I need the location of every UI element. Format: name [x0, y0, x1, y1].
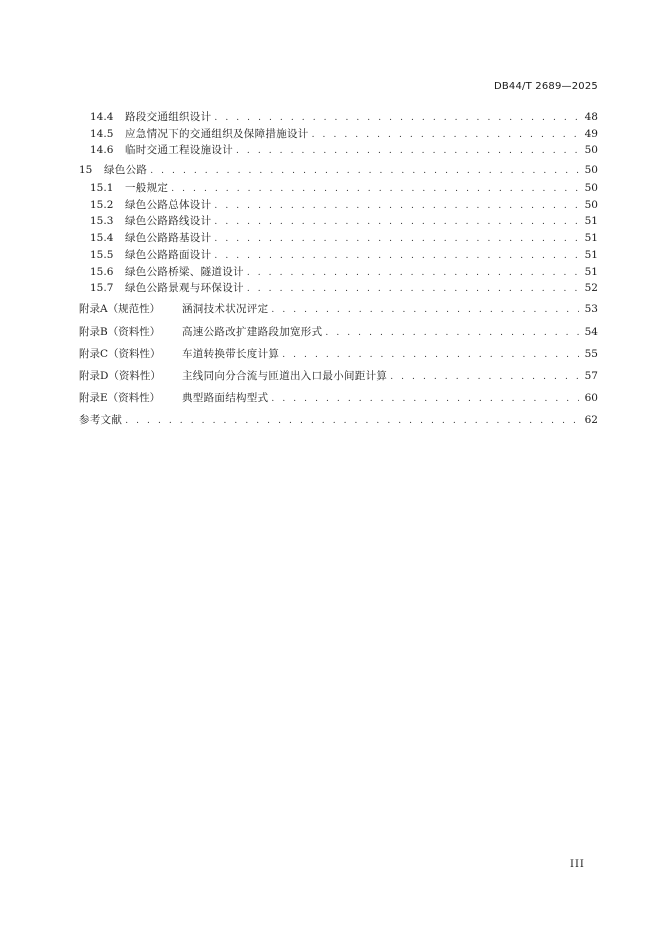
toc-entry-title: 涵洞技术状况评定: [182, 303, 269, 315]
toc-entry-14-5[interactable]: [90, 127, 598, 141]
toc-entry-title: 绿色公路景观与环保设计: [125, 282, 244, 294]
toc-entry-title: 绿色公路路基设计: [125, 232, 212, 244]
dot-leader: [214, 199, 579, 213]
toc-entry-number: 15.1: [90, 182, 114, 194]
page-number: III: [570, 859, 585, 870]
toc-entry-title: 一般规定: [125, 182, 169, 194]
toc-entry-number: 15.3: [90, 215, 114, 227]
toc-entry-page: 51: [584, 215, 598, 227]
toc-entry-title: 临时交通工程设施设计: [125, 144, 233, 156]
toc-entry-15-3[interactable]: [90, 214, 598, 228]
toc-entry-title: 绿色公路桥梁、隧道设计: [125, 266, 244, 278]
toc-entry-number: 14.5: [90, 128, 114, 140]
toc-entry-title: 绿色公路路线设计: [125, 215, 212, 227]
dot-leader: [150, 164, 579, 178]
toc-entry-number: 附录E（资料性）: [79, 392, 161, 404]
toc-entry-appendix-d[interactable]: [79, 369, 598, 383]
toc-entry-number: 15: [79, 164, 93, 176]
toc-entry-15-4[interactable]: [90, 231, 598, 245]
toc-entry-title: 参考文献: [79, 414, 123, 426]
toc-entry-appendix-e[interactable]: [79, 391, 598, 405]
dot-leader: [236, 144, 579, 158]
dot-leader: [171, 182, 579, 196]
toc-entry-page: 50: [584, 144, 598, 156]
toc-entry-title: 路段交通组织设计: [125, 111, 212, 123]
toc-entry-page: 51: [584, 266, 598, 278]
toc-entry-15-6[interactable]: [90, 265, 598, 279]
toc-entry-number: 附录D（资料性）: [79, 370, 161, 382]
toc-entry-page: 60: [584, 392, 598, 404]
toc-entry-number: 附录B（资料性）: [79, 326, 161, 338]
toc-entry-14-4[interactable]: [90, 110, 598, 124]
toc-entry-page: 55: [584, 348, 598, 360]
toc-entry-15-1[interactable]: [90, 181, 598, 195]
dot-leader: [390, 370, 579, 384]
dot-leader: [214, 249, 579, 263]
toc-entry-title: 高速公路改扩建路段加宽形式: [182, 326, 323, 338]
toc-entry-15-5[interactable]: [90, 248, 598, 262]
document-code: DB44/T 2689—2025: [493, 81, 598, 92]
toc-entry-page: 50: [584, 182, 598, 194]
dot-leader: [282, 348, 579, 362]
toc-entry-references[interactable]: [79, 413, 598, 427]
toc-entry-number: 14.6: [90, 144, 114, 156]
dot-leader: [325, 326, 579, 340]
toc-entry-title: 绿色公路路面设计: [125, 249, 212, 261]
dot-leader: [271, 303, 579, 317]
toc-entry-number: 15.2: [90, 199, 114, 211]
toc-entry-title: 绿色公路总体设计: [125, 199, 212, 211]
toc-entry-page: 57: [584, 370, 598, 382]
dot-leader: [312, 128, 579, 142]
toc-entry-number: 14.4: [90, 111, 114, 123]
toc-entry-appendix-b[interactable]: [79, 325, 598, 339]
toc-entry-appendix-a[interactable]: [79, 302, 598, 316]
toc-entry-number: 附录A（规范性）: [79, 303, 161, 315]
toc-entry-page: 52: [584, 282, 598, 294]
dot-leader: [214, 111, 579, 125]
toc-entry-title: 车道转换带长度计算: [182, 348, 280, 360]
toc-entry-page: 54: [584, 326, 598, 338]
toc-entry-page: 50: [584, 199, 598, 211]
toc-entry-15-7[interactable]: [90, 281, 598, 295]
toc-entry-number: 15.5: [90, 249, 114, 261]
toc-entry-15[interactable]: [79, 163, 598, 177]
toc-entry-appendix-c[interactable]: [79, 347, 598, 361]
toc-entry-number: 15.6: [90, 266, 114, 278]
toc-entry-page: 51: [584, 249, 598, 261]
toc-entry-title: 应急情况下的交通组织及保障措施设计: [125, 128, 309, 140]
dot-leader: [125, 414, 579, 428]
dot-leader: [214, 215, 579, 229]
toc-entry-number: 15.4: [90, 232, 114, 244]
dot-leader: [214, 232, 579, 246]
toc-entry-page: 49: [584, 128, 598, 140]
toc-entry-page: 53: [584, 303, 598, 315]
toc-entry-page: 48: [584, 111, 598, 123]
dot-leader: [247, 282, 579, 296]
toc-entry-page: 62: [584, 414, 598, 426]
toc-entry-15-2[interactable]: [90, 198, 598, 212]
toc-entry-page: 50: [584, 164, 598, 176]
toc-entry-14-6[interactable]: [90, 143, 598, 157]
toc-entry-number: 附录C（资料性）: [79, 348, 161, 360]
toc-entry-title: 绿色公路: [104, 164, 148, 176]
toc-entry-title: 典型路面结构型式: [182, 392, 269, 404]
toc-entry-page: 51: [584, 232, 598, 244]
dot-leader: [271, 392, 579, 406]
toc-entry-title: 主线同向分合流与匝道出入口最小间距计算: [182, 370, 388, 382]
toc-entry-number: 15.7: [90, 282, 114, 294]
dot-leader: [247, 266, 579, 280]
